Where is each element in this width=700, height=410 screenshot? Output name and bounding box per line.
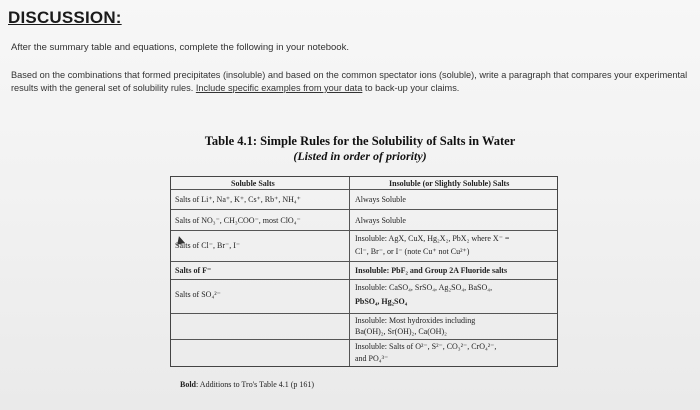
row-3-insoluble-b: Cl⁻, Br⁻, or I⁻ (note Cu⁺ not Cu²⁺) — [355, 247, 470, 256]
row-5-insoluble-b: PbSO₄, Hg₂SO₄ — [355, 297, 408, 306]
row-4-insoluble: Insoluble: PbF₂ and Group 2A Fluoride salts — [355, 266, 508, 275]
footnote-bold: Bold — [180, 380, 197, 389]
row-5-soluble: Salts of SO₄²⁻ — [175, 290, 221, 299]
instruction-line: After the summary table and equations, complete the following in your notebook. — [11, 42, 349, 53]
table-footnote — [180, 380, 314, 389]
instruction-paragraph — [11, 69, 699, 95]
row-1-soluble: Salts of Li⁺, Na⁺, K⁺, Cs⁺, Rb⁺, NH₄⁺ — [175, 195, 301, 204]
table-title: Table 4.1: Simple Rules for the Solubility of Salts in Water — [204, 134, 516, 148]
instruction-text: Based on the combinations that formed precipitates (insoluble) and based on the common spectator ions (soluble), write a paragraph that compares your experimental results with the general set of solubility rules. — [11, 70, 688, 93]
instruction-underlined: Include specific examples from your data — [195, 83, 363, 93]
solubility-table — [170, 176, 558, 367]
row-3-soluble: Salts of Cl⁻, Br⁻, I⁻ — [175, 241, 241, 250]
row-6-insoluble-a: Insoluble: Most hydroxides including — [355, 316, 476, 325]
table-subtitle: (Listed in order of priority) — [293, 149, 427, 163]
instruction-end: to back-up your claims. — [362, 83, 460, 93]
header-soluble: Soluble Salts — [231, 179, 275, 188]
row-2-soluble: Salts of NO₃⁻, CH₃COO⁻, most ClO₄⁻ — [175, 216, 301, 225]
discussion-heading: DISCUSSION: — [8, 8, 122, 27]
row-3-insoluble-a: Insoluble: AgX, CuX, Hg₂X₂, PbX₂ where X⁻ = — [355, 234, 510, 243]
header-insoluble: Insoluble (or Slightly Soluble) Salts — [389, 179, 510, 188]
row-4-soluble: Salts of F⁻ — [175, 266, 212, 275]
row-7-insoluble-b: and PO₄³⁻ — [355, 354, 389, 363]
row-2-insoluble: Always Soluble — [355, 216, 406, 225]
row-6-insoluble-b: Ba(OH)₂, Sr(OH)₂, Ca(OH)₂ — [355, 327, 447, 336]
row-1-insoluble: Always Soluble — [355, 195, 406, 204]
footnote-text: : Additions to Tro's Table 4.1 (p 161) — [196, 380, 315, 389]
row-7-insoluble-a: Insoluble: Salts of O²⁻, S²⁻, CO₃²⁻, CrO₄²⁻, — [355, 342, 497, 351]
row-5-insoluble-a: Insoluble: CaSO₄, SrSO₄, Ag₂SO₄, BaSO₄, — [355, 283, 493, 292]
